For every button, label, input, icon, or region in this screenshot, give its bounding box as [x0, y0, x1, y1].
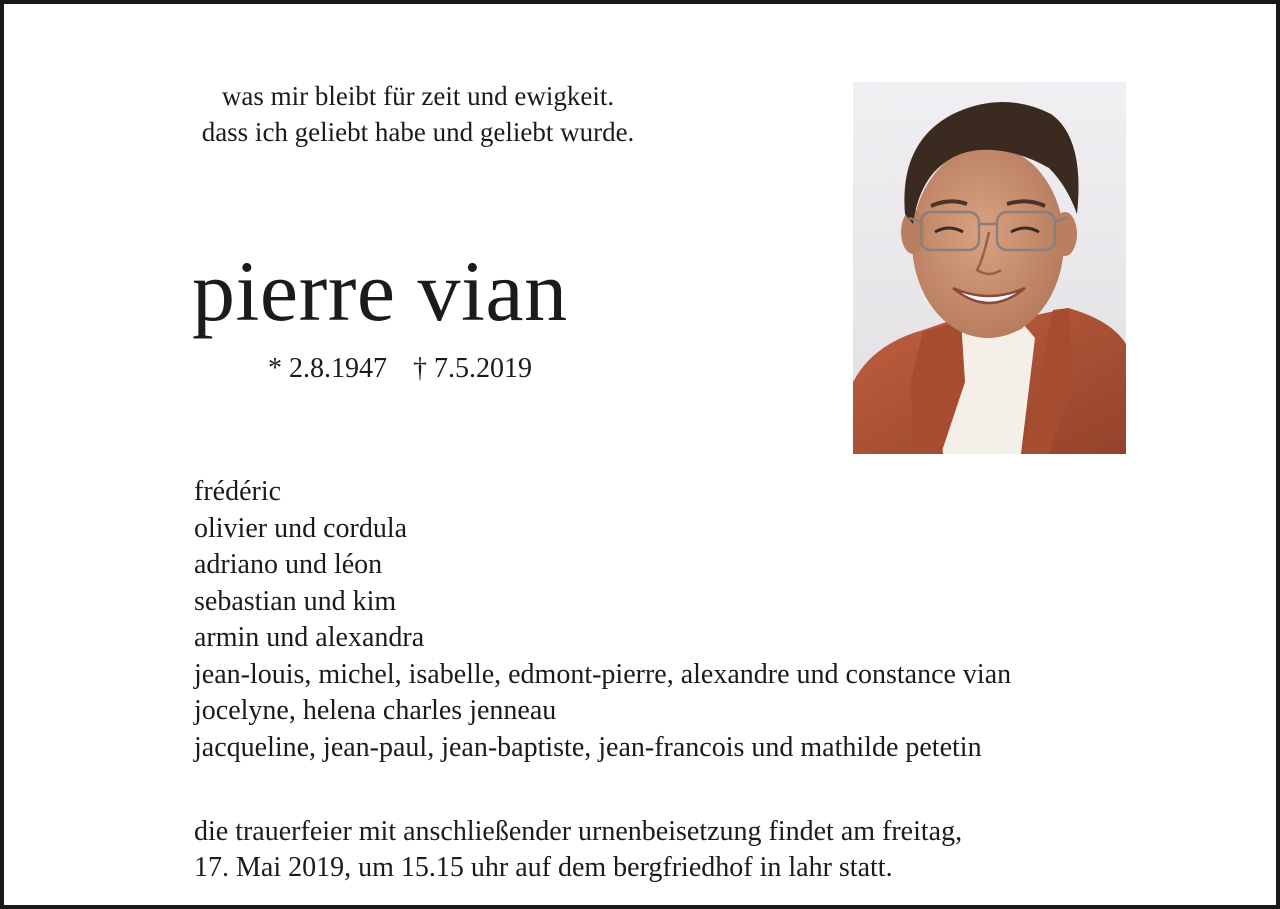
mourner-line: olivier und cordula — [194, 512, 408, 544]
notice-line: 17. Mai 2019, um 15.15 uhr auf dem bergfriedhof in lahr statt. — [194, 852, 893, 883]
portrait-photo — [853, 82, 1126, 454]
mourner-line: jean-louis, michel, isabelle, edmont-pierre, alexandre und constance vian — [194, 658, 1012, 690]
life-dates — [268, 350, 532, 388]
birth-date: * 2.8.1947 — [268, 353, 387, 384]
mourner-line: frédéric — [194, 476, 282, 507]
quote-line: dass ich geliebt habe und geliebt wurde. — [201, 117, 635, 147]
quote-line: was mir bleibt für zeit und ewigkeit. — [221, 81, 615, 111]
mourners-list — [194, 474, 1011, 766]
portrait-illustration — [853, 82, 1126, 454]
funeral-notice — [194, 814, 962, 886]
mourner-line: sebastian und kim — [194, 585, 397, 617]
notice-line: die trauerfeier mit anschließender urnenbeisetzung findet am freitag, — [194, 816, 963, 847]
mourner-line: adriano und léon — [194, 549, 383, 580]
mourner-line: jacqueline, jean-paul, jean-baptiste, jean-francois und mathilde petetin — [194, 731, 982, 763]
mourner-line: armin und alexandra — [194, 622, 425, 653]
deceased-name: pierre vian — [192, 243, 568, 339]
memorial-quote — [104, 78, 732, 150]
death-date: † 7.5.2019 — [413, 353, 532, 384]
mourner-line: jocelyne, helena charles jenneau — [194, 695, 557, 726]
